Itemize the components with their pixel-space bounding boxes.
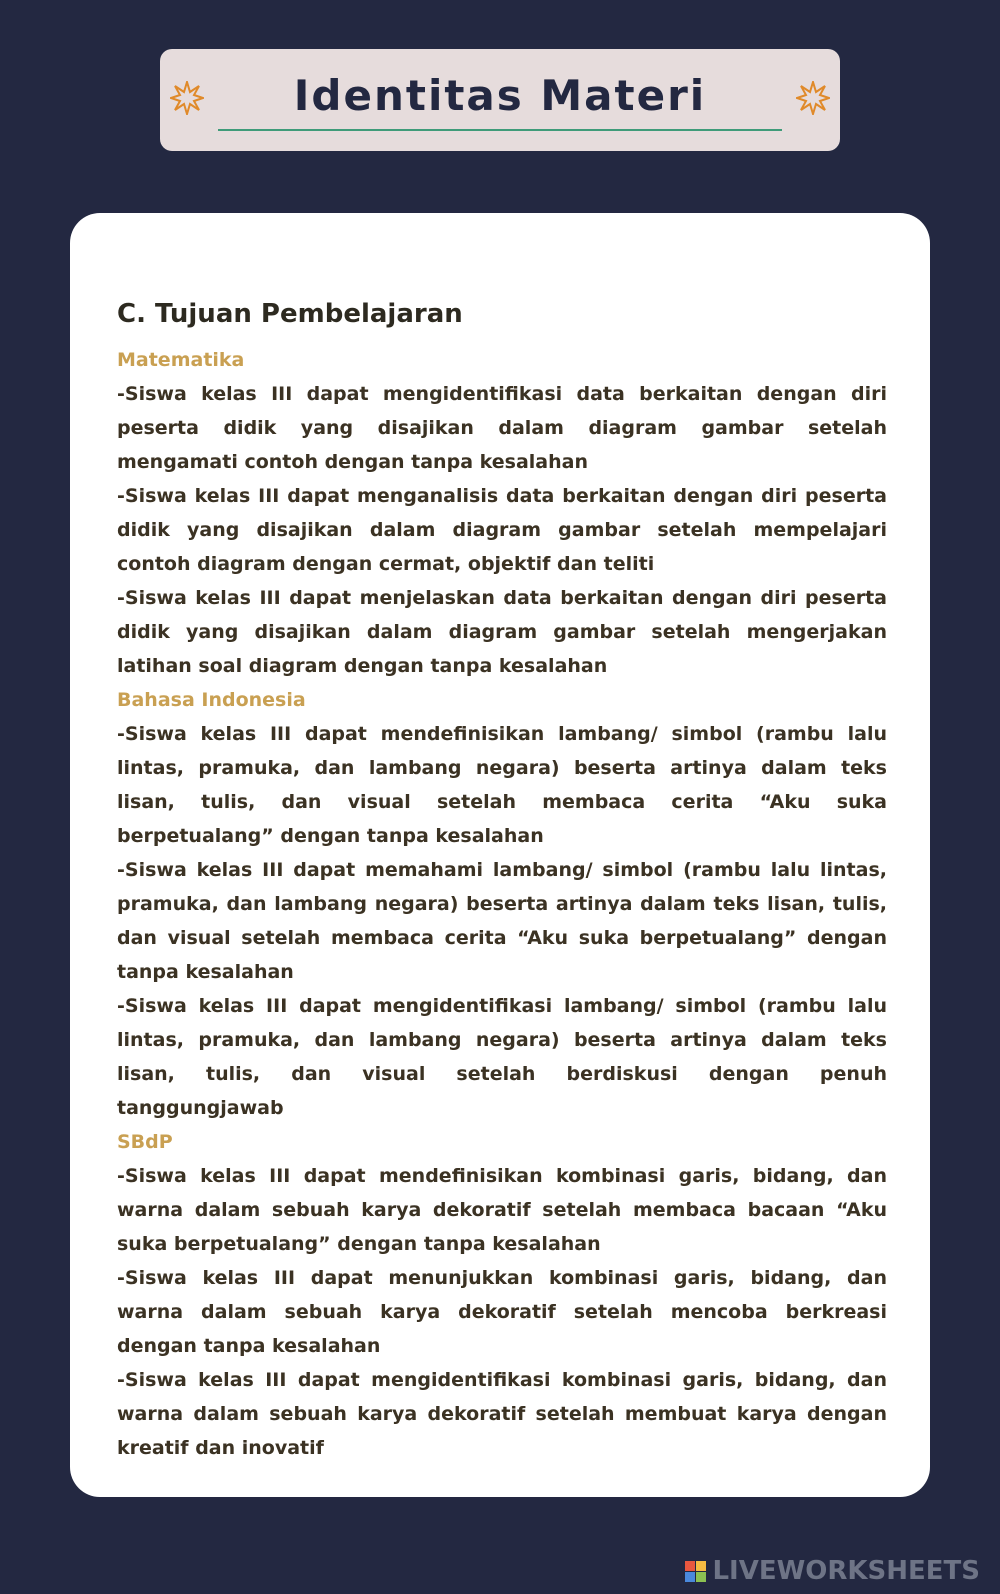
content-card <box>70 213 930 1497</box>
objective-item: -Siswa kelas III dapat mendefinisikan lambang/ simbol (rambu lalu lintas, pramuka, dan lambang negara) beserta artinya dalam teks lisan, tulis, dan visual setelah membaca cerita “Aku suka berpetualang” dengan tanpa kesalahan <box>117 723 887 847</box>
page-title: Identitas Materi <box>293 71 707 120</box>
title-underline <box>218 129 782 131</box>
subject-heading-sbdp: SBdP <box>117 1131 173 1153</box>
objective-item: -Siswa kelas III dapat memahami lambang/ simbol (rambu lalu lintas, pramuka, dan lambang negara) beserta artinya dalam teks lisan, tulis, dan visual setelah membaca cerita “Aku suka berpetualang” dengan tanpa kesalahan <box>117 859 887 983</box>
objective-item: -Siswa kelas III dapat menjelaskan data berkaitan dengan diri peserta didik yang disajikan dalam diagram gambar setelah mengerjakan latihan soal diagram dengan tanpa kesalahan <box>117 587 887 677</box>
liveworksheets-logo-icon <box>685 1561 706 1582</box>
objective-item: -Siswa kelas III dapat menganalisis data berkaitan dengan diri peserta didik yang disajikan dalam diagram gambar setelah mempelajari contoh diagram dengan cermat, objektif dan teliti <box>117 485 887 575</box>
section-title: C. Tujuan Pembelajaran <box>117 299 463 329</box>
subject-heading-matematika: Matematika <box>117 349 245 371</box>
objective-item: -Siswa kelas III dapat mengidentifikasi lambang/ simbol (rambu lalu lintas, pramuka, dan lambang negara) beserta artinya dalam teks lisan, tulis, dan visual setelah berdiskusi dengan penuh tanggungjawab <box>117 995 887 1119</box>
objective-item: -Siswa kelas III dapat mendefinisikan kombinasi garis, bidang, dan warna dalam sebuah karya dekoratif setelah membaca bacaan “Aku suka berpetualang” dengan tanpa kesalahan <box>117 1165 887 1255</box>
objective-item: -Siswa kelas III dapat mengidentifikasi kombinasi garis, bidang, dan warna dalam sebuah karya dekoratif setelah membuat karya dengan kreatif dan inovatif <box>117 1369 887 1459</box>
objective-item: -Siswa kelas III dapat mengidentifikasi data berkaitan dengan diri peserta didik yang disajikan dalam diagram gambar setelah mengamati contoh dengan tanpa kesalahan <box>117 383 887 473</box>
star-icon <box>796 81 830 115</box>
subject-heading-bahasa-indonesia: Bahasa Indonesia <box>117 689 306 711</box>
header-card <box>160 49 840 151</box>
objectives-body <box>117 343 887 1465</box>
objective-item: -Siswa kelas III dapat menunjukkan kombinasi garis, bidang, dan warna dalam sebuah karya dekoratif setelah mencoba berkreasi dengan tanpa kesalahan <box>117 1267 887 1357</box>
liveworksheets-watermark <box>685 1556 980 1586</box>
watermark-text: LIVEWORKSHEETS <box>712 1556 980 1586</box>
